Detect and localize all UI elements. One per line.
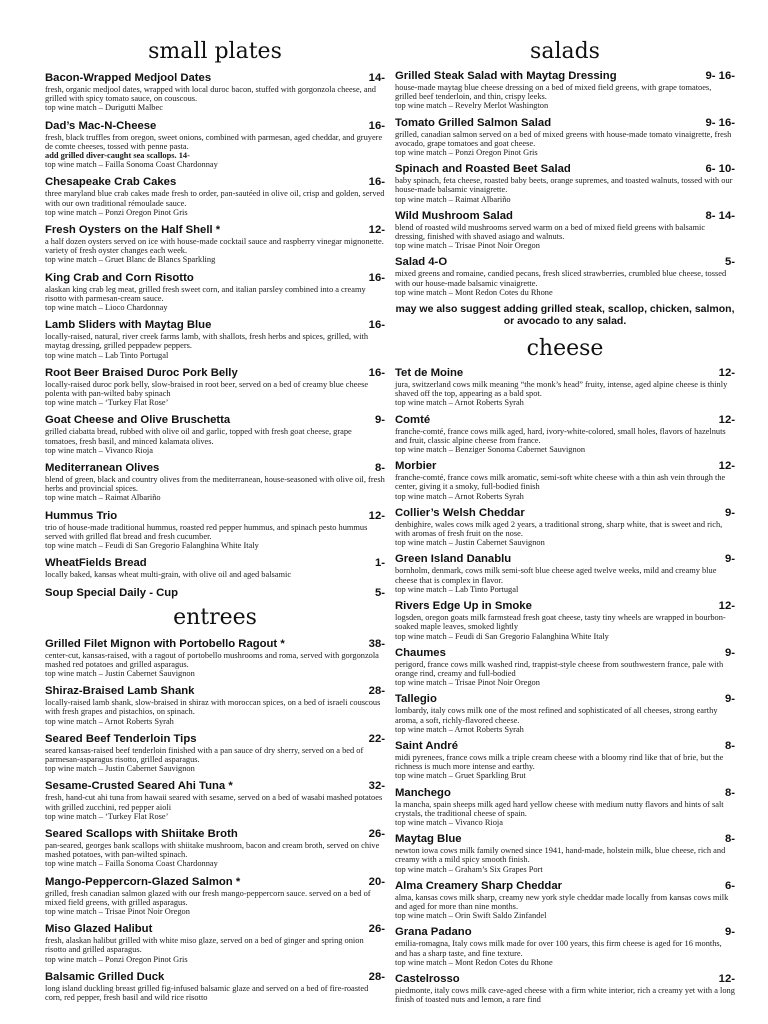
menu-item-wine-match: top wine match – Vivanco Rioja	[45, 445, 153, 455]
menu-item-header	[45, 923, 385, 936]
menu-item-name: Seared Scallops with Shiitake Broth	[45, 827, 238, 840]
menu-item-wine-match: top wine match – Arnot Roberts Syrah	[395, 398, 524, 408]
menu-item	[395, 693, 735, 734]
menu-item-price: 9- 16-	[705, 116, 735, 129]
menu-item-wine-match: top wine match – Raimat Albariño	[45, 493, 161, 503]
menu-item	[395, 367, 735, 408]
menu-item	[395, 414, 735, 455]
menu-item-description: house-made maytag blue cheese dressing on a bed of mixed field greens, with grape tomatoes, grilled beef tenderloin, and thin, crispy leeks.	[395, 83, 712, 102]
menu-item-description: locally-raised, natural, river creek farms lamb, with shallots, fresh herbs and spices, grilled, with maytag dressing, grilled peppadew peppers.	[45, 332, 369, 351]
menu-item	[45, 685, 385, 726]
menu-item	[45, 557, 385, 579]
menu-item-name: Tet de Moine	[395, 367, 464, 380]
salads-list	[395, 70, 735, 297]
menu-item-wine-match: top wine match – Mont Redon Cotes du Rhone	[395, 287, 553, 297]
menu-item-price: 6-	[724, 879, 735, 892]
menu-item-addon: add grilled diver-caught sea scallops. 14-	[45, 151, 190, 161]
menu-item	[395, 163, 735, 204]
menu-item-wine-match: top wine match – Arnot Roberts Syrah	[395, 491, 524, 501]
menu-item-price: 8-	[724, 833, 735, 846]
menu-item-description: alaskan king crab leg meat, grilled fresh sweet corn, and italian parsley combined into a creamy risotto with parmesan-cream sauce.	[45, 284, 366, 303]
menu-item-name: WheatFields Bread	[45, 557, 147, 570]
menu-item-description: blend of green, black and country olives from the mediterranean, house-seasoned with olive oil, fresh herbs and provincial spices.	[45, 475, 385, 494]
menu-item-name: Comté	[395, 413, 431, 426]
menu-item	[395, 973, 735, 1004]
menu-item	[45, 638, 385, 679]
menu-item-price: 32-	[368, 780, 385, 793]
menu-item-header	[395, 367, 735, 380]
menu-item-header	[395, 210, 735, 223]
menu-item-price: 6- 10-	[705, 163, 735, 176]
menu-item-header	[45, 224, 385, 237]
menu-item	[395, 507, 735, 548]
menu-item-wine-match: top wine match – Arnot Roberts Syrah	[395, 724, 524, 734]
menu-item-description: pan-seared, georges bank scallops with shiitake mushroom, bacon and cream broth, served on chive mashed potatoes, with pan-wilted spinach.	[45, 840, 380, 860]
menu-item-price: 9-	[724, 693, 735, 706]
menu-item-name: Root Beer Braised Duroc Pork Belly	[45, 366, 238, 379]
menu-item-wine-match: top wine match – Feudi di San Gregorio Falanghina White Italy	[45, 541, 259, 551]
menu-item-wine-match: top wine match – Benziger Sonoma Cabernet Sauvignon	[395, 445, 586, 455]
menu-item-wine-match: top wine match – Gruet Sparkling Brut	[395, 771, 526, 781]
menu-item-price: 9-	[724, 553, 735, 566]
menu-item-name: Goat Cheese and Olive Bruschetta	[45, 414, 231, 427]
menu-item-header	[395, 70, 735, 83]
menu-item-wine-match: top wine match – Gruet Blanc de Blancs Sparkling	[45, 255, 216, 265]
menu-item-description: a half dozen oysters served on ice with house-made cocktail sauce and raspberry vinegar mignonette. variety of fresh oyster changes each week.	[45, 237, 384, 256]
menu-item-wine-match: top wine match – Feudi di San Gregorio Falanghina White Italy	[395, 631, 609, 641]
menu-item-header	[45, 319, 385, 332]
section-title-small-plates: small plates	[148, 39, 282, 64]
menu-item-name: Dad’s Mac-N-Cheese	[45, 119, 157, 132]
menu-item-price: 16-	[368, 366, 385, 379]
menu-item-price: 9-	[724, 926, 735, 939]
small-plates-list	[45, 72, 385, 600]
menu-item-price: 16-	[368, 319, 385, 332]
menu-item	[45, 462, 385, 503]
menu-item-price: 12-	[718, 460, 735, 473]
menu-item-description: newton iowa cows milk family owned since 1941, hand-made, holstein milk, blue cheese, rich and creamy with a mild spicy smooth finish.	[395, 846, 726, 865]
menu-item-name: Morbier	[395, 460, 437, 473]
menu-item-name: Grilled Filet Mignon with Portobello Ragout *	[45, 637, 285, 650]
menu-item-name: Mediterranean Olives	[45, 462, 160, 475]
menu-item-description: la mancha, spain sheeps milk aged hard yellow cheese with medium nutty flavors and hints of salt crystals, the traditional cheese of spain.	[395, 799, 724, 818]
menu-item-price: 9-	[374, 414, 385, 427]
menu-item-header	[45, 685, 385, 698]
menu-item-description: baby spinach, feta cheese, roasted baby beets, orange supremes, and toasted walnuts, tossed with our house-made balsamic vinaigrette.	[395, 176, 733, 195]
menu-item-description: jura, switzerland cows milk meaning “the monk’s head” fruity, intense, aged alpine cheese is thinly shaved off the top, appearing as a bald spot.	[395, 380, 728, 399]
menu-item	[395, 647, 735, 688]
menu-item-description: franche-comté, france cows milk aged, hard, ivory-white-colored, small holes, flavors of hazelnuts and fruit, classic alpine cheese from france.	[395, 426, 726, 445]
menu-item-header	[45, 510, 385, 523]
menu-item	[45, 367, 385, 408]
menu-item	[45, 120, 385, 170]
menu-item-name: Balsamic Grilled Duck	[45, 970, 165, 983]
right-column	[395, 38, 735, 1004]
menu-item-header	[395, 553, 735, 566]
menu-item	[45, 319, 385, 360]
menu-item	[395, 117, 735, 158]
menu-item-price: 5-	[374, 586, 385, 599]
menu-item-price: 28-	[368, 970, 385, 983]
menu-item-description: piedmonte, italy cows milk cave-aged cheese with a firm white interior, rich a creamy yet with a long finish of toasted nuts and lemon, a rare find	[395, 985, 735, 1005]
menu-item-wine-match: top wine match – Mont Redon Cotes du Rhone	[395, 957, 553, 967]
left-column	[45, 38, 385, 1002]
menu-item-price: 20-	[368, 875, 385, 888]
menu-item-description: perigord, france cows milk washed rind, trappist-style cheese from southwestern france, pale with orange rind, creamy and full-bodied	[395, 659, 724, 678]
menu-item-description: mixed greens and romaine, candied pecans, fresh sliced strawberries, crumbled blue cheese, tossed with our house-made balsamic vinaigrette.	[395, 269, 727, 288]
menu-item	[45, 587, 385, 600]
menu-item-wine-match: top wine match – Failla Sonoma Coast Chardonnay	[45, 160, 218, 170]
menu-item-description: locally-raised duroc pork belly, slow-braised in root beer, served on a bed of creamy blue cheese polenta with pan-wilted baby spinach	[45, 379, 369, 399]
menu-item-wine-match: top wine match – Revelry Merlot Washington	[395, 101, 549, 111]
menu-item-wine-match: top wine match – ‘Turkey Flat Rose’	[45, 398, 169, 408]
menu-item-header	[395, 414, 735, 427]
menu-item-name: Sesame-Crusted Seared Ahi Tuna *	[45, 780, 233, 793]
menu-item	[45, 414, 385, 455]
menu-item-header	[45, 733, 385, 746]
menu-item-header	[45, 876, 385, 889]
entrees-list	[45, 638, 385, 1003]
menu-item-description: franche-comté, france cows milk aromatic, semi-soft white cheese with a thin ash vein through the center, giving it a smoky, full-bodied finish	[395, 473, 726, 492]
menu-item-description: seared kansas-raised beef tenderloin finished with a pan sauce of dry sherry, served on a bed of parmesan-asparagus risotto, grilled asparagus.	[45, 745, 364, 764]
menu-item-price: 14-	[368, 72, 385, 84]
menu-item-wine-match: top wine match – Graham’s Six Grapes Port	[395, 864, 543, 874]
menu-item-price: 8- 14-	[705, 209, 735, 222]
menu-item-name: Fresh Oysters on the Half Shell *	[45, 224, 221, 237]
menu-item-description: long island duckling breast grilled fig-infused balsamic glaze and served on a bed of fire-roasted corn, red pepper, fresh basil and wild rice risotto	[45, 983, 369, 1002]
section-title-cheese: cheese	[526, 336, 604, 362]
menu-item-price: 9- 16-	[705, 70, 735, 82]
menu-item-price: 16-	[368, 176, 385, 189]
menu-item-header	[395, 787, 735, 800]
menu-item-name: Tallegio	[395, 693, 437, 706]
menu-item-price: 22-	[368, 732, 385, 745]
menu-item-header	[45, 414, 385, 427]
menu-item-name: Shiraz-Braised Lamb Shank	[45, 685, 195, 698]
menu-item-description: three maryland blue crab cakes made fresh to order, pan-sautéed in olive oil, crisp and golden, served with our own traditional rémoulade sauce.	[45, 189, 385, 208]
salad-addon-note: may we also suggest adding grilled steak, scallop, chicken, salmon, or avocado to any salad.	[395, 303, 735, 328]
menu-item-header	[45, 367, 385, 380]
menu-item-header	[395, 460, 735, 473]
menu-item-description: locally baked, kansas wheat multi-grain, with olive oil and aged balsamic	[45, 570, 292, 580]
menu-item-description: midi pyrenees, france cows milk a triple cream cheese with a bloomy rind like that of brie, but the richness is much more intense and earthy.	[395, 752, 724, 772]
menu-item-description: grilled, fresh canadian salmon glazed with our fresh mango-peppercorn sauce. served on a bed of mixed field greens, with grilled asparagus.	[45, 888, 371, 907]
menu-item-wine-match: top wine match – Trisae Pinot Noir Oregon	[45, 906, 190, 916]
menu-item-wine-match: top wine match – Lab Tinto Portugal	[395, 584, 519, 594]
menu-item-name: Maytag Blue	[395, 833, 462, 846]
section-title-salads: salads	[530, 39, 600, 64]
menu-item-wine-match: top wine match – Justin Cabernet Sauvignon	[45, 764, 195, 774]
menu-item-header	[45, 120, 385, 133]
menu-item-wine-match: top wine match – Failla Sonoma Coast Chardonnay	[45, 859, 218, 869]
menu-item-header	[395, 693, 735, 706]
menu-item	[45, 828, 385, 869]
menu-item-header	[395, 973, 735, 986]
menu-item-wine-match: top wine match – Lioco Chardonnay	[45, 303, 168, 313]
menu-item	[45, 780, 385, 821]
menu-item-name: Bacon-Wrapped Medjool Dates	[45, 72, 212, 84]
menu-item-price: 12-	[368, 224, 385, 237]
menu-item-wine-match: top wine match – Justin Cabernet Sauvignon	[395, 538, 545, 548]
menu-item-description: bornholm, denmark, cows milk semi-soft blue cheese aged twelve weeks, mild and creamy blue cheese that is complex in flavor.	[395, 566, 717, 585]
menu-item-name: Chesapeake Crab Cakes	[45, 176, 177, 189]
menu-item	[45, 272, 385, 313]
menu-item	[395, 70, 735, 111]
menu-item-header	[395, 647, 735, 660]
menu-item-name: Salad 4-O	[395, 256, 448, 269]
menu-item-name: Saint André	[395, 739, 458, 752]
menu-item-wine-match: top wine match – Ponzi Oregon Pinot Gris	[45, 207, 188, 217]
menu-item-name: Spinach and Roasted Beet Salad	[395, 163, 571, 176]
menu-item	[45, 923, 385, 964]
menu-item-header	[395, 740, 735, 753]
menu-item-price: 9-	[724, 506, 735, 519]
menu-item-header	[395, 600, 735, 613]
menu-item-wine-match: top wine match – Ponzi Oregon Pinot Gris	[45, 954, 188, 964]
menu-item	[395, 210, 735, 251]
menu-item-name: Grana Padano	[395, 926, 472, 939]
menu-item-name: King Crab and Corn Risotto	[45, 271, 194, 284]
menu-item	[45, 72, 385, 113]
menu-item-name: Collier’s Welsh Cheddar	[395, 506, 525, 519]
menu-item-price: 9-	[724, 646, 735, 659]
menu-item-description: logsden, oregon goats milk farmstead fresh goat cheese, tasty tiny wheels are wrapped in bourbon-soaked maple leaves, smoked lightly	[395, 613, 726, 632]
menu-item-name: Manchego	[395, 786, 451, 799]
menu-item-header	[395, 880, 735, 893]
menu-item-name: Grilled Steak Salad with Maytag Dressing	[395, 70, 617, 82]
menu-item-header	[45, 828, 385, 841]
menu-item-header	[45, 971, 385, 984]
menu-item-price: 5-	[724, 256, 735, 269]
menu-item-name: Lamb Sliders with Maytag Blue	[45, 319, 212, 332]
menu-item-name: Chaumes	[395, 646, 446, 659]
menu-item-description: fresh, black truffles from oregon, sweet onions, combined with parmesan, aged cheddar, and gruyere de comte cheeses, tossed with penne pasta.	[45, 132, 383, 151]
menu-item-wine-match: top wine match – Vivanco Rioja	[395, 817, 503, 827]
menu-item	[45, 876, 385, 917]
menu-item	[395, 256, 735, 297]
menu-item-price: 26-	[368, 827, 385, 840]
menu-item-price: 16-	[368, 271, 385, 284]
menu-item-description: emilia-romagna, Italy cows milk made for over 100 years, this firm cheese is aged for 16 months, and has a sharp taste, and fine texture.	[395, 939, 722, 958]
menu-item	[45, 733, 385, 774]
cheese-list	[395, 367, 735, 1004]
menu-item-wine-match: top wine match – Arnot Roberts Syrah	[45, 716, 174, 726]
menu-item-header	[45, 638, 385, 651]
menu-item-description: lombardy, italy cows milk one of the most refined and sophisticated of all cheeses, strong earthy aroma, a soft, richly-flavored cheese.	[395, 706, 718, 725]
menu-item-header	[395, 117, 735, 130]
menu-item-wine-match: top wine match – Lab Tinto Portugal	[45, 350, 169, 360]
menu-item-price: 8-	[374, 462, 385, 475]
menu-item-wine-match: top wine match – Orin Swift Saldo Zinfandel	[395, 911, 547, 921]
menu-item-description: fresh, alaskan halibut grilled with white miso glaze, served on a bed of ginger and spring onion risotto and grilled asparagus.	[45, 936, 364, 955]
menu-item-name: Rivers Edge Up in Smoke	[395, 600, 532, 613]
menu-item-description: center-cut, kansas-raised, with a ragout of portobello mushrooms and roma, served with gorgonzola mashed red potatoes and grilled asparagus.	[45, 650, 379, 669]
menu-item-wine-match: top wine match – ‘Turkey Flat Rose’	[45, 811, 169, 821]
menu-item-price: 12-	[718, 367, 735, 380]
menu-item	[395, 600, 735, 641]
menu-item-name: Castelrosso	[395, 972, 460, 985]
menu-item-wine-match: top wine match – Raimat Albariño	[395, 194, 511, 204]
menu-item-header	[45, 72, 385, 85]
menu-item-price: 28-	[368, 685, 385, 698]
menu-item	[395, 926, 735, 967]
menu-item-description: fresh, hand-cut ahi tuna from hawaii seared with sesame, served on a bed of wasabi mashed potatoes with grilled zucchini, red pepper aioli	[45, 793, 383, 812]
menu-item-price: 1-	[374, 557, 385, 570]
menu-item-name: Mango-Peppercorn-Glazed Salmon *	[45, 875, 241, 888]
menu-item-header	[395, 833, 735, 846]
menu-item-name: Miso Glazed Halibut	[45, 923, 153, 936]
menu-item-price: 12-	[718, 972, 735, 985]
menu-item-price: 8-	[724, 739, 735, 752]
menu-item-name: Wild Mushroom Salad	[395, 209, 513, 222]
menu-item-name: Seared Beef Tenderloin Tips	[45, 732, 197, 745]
menu-item-price: 38-	[368, 637, 385, 650]
menu-item-description: trio of house-made traditional hummus, roasted red pepper hummus, and spinach pesto hummus served with grilled flat bread and fresh cucumber.	[45, 522, 368, 541]
menu-item-description: locally-raised lamb shank, slow-braised in shiraz with moroccan spices, on a bed of israeli couscous with fresh grapes and pistachios, on spinach.	[45, 698, 381, 717]
menu-item-name: Green Island Danablu	[395, 553, 512, 566]
menu-item-header	[395, 926, 735, 939]
menu-item-header	[45, 557, 385, 570]
menu-item-name: Soup Special Daily - Cup	[45, 586, 179, 599]
menu-item-wine-match: top wine match – Trisae Pinot Noir Oregon	[395, 678, 540, 688]
menu-item-description: denbighire, wales cows milk aged 2 years, a traditional strong, sharp white, that is sweet and rich, with aromas of fresh fruit on the nose.	[395, 519, 723, 539]
menu-item-header	[45, 780, 385, 793]
menu-item	[45, 971, 385, 1002]
menu-item-header	[45, 462, 385, 475]
menu-item	[395, 553, 735, 594]
menu-item-header	[45, 587, 385, 600]
menu-item	[395, 880, 735, 921]
menu-item-price: 12-	[718, 413, 735, 426]
section-title-entrees: entrees	[173, 604, 257, 630]
menu-item	[395, 460, 735, 501]
menu-item-header	[45, 176, 385, 189]
menu-item-name: Alma Creamery Sharp Cheddar	[395, 879, 563, 892]
menu-item-description: fresh, organic medjool dates, wrapped with local duroc bacon, stuffed with gorgonzola cheese, and grilled with spicy tomato sauce, on couscous.	[45, 85, 376, 104]
menu-item	[45, 510, 385, 551]
menu-item-wine-match: top wine match – Justin Cabernet Sauvignon	[45, 668, 195, 678]
menu-item-name: Hummus Trio	[45, 509, 118, 522]
menu-item-description: alma, kansas cows milk sharp, creamy new york style cheddar made locally from kansas cows milk and aged for more than nine months.	[395, 892, 729, 911]
menu-item-price: 12-	[368, 509, 385, 522]
menu-item-wine-match: top wine match – Trisae Pinot Noir Oregon	[395, 241, 540, 251]
menu-item	[395, 787, 735, 828]
menu-item-price: 12-	[718, 600, 735, 613]
menu-item-description: grilled ciabatta bread, rubbed with olive oil and garlic, topped with fresh goat cheese, grape tomatoes, fresh basil, and minced kalamata olives.	[45, 427, 352, 446]
menu-item-wine-match: top wine match – Ponzi Oregon Pinot Gris	[395, 148, 538, 158]
menu-item-description: blend of roasted wild mushrooms served warm on a bed of mixed field greens with balsamic dressing, finished with shaved asiago and walnuts.	[395, 222, 706, 242]
menu-item-header	[395, 163, 735, 176]
menu-item-header	[395, 256, 735, 269]
menu-item-price: 26-	[368, 923, 385, 936]
menu-item-wine-match: top wine match – Durigutti Malbec	[45, 103, 163, 113]
menu-item-price: 16-	[368, 119, 385, 132]
menu-item-header	[395, 507, 735, 520]
menu-item	[395, 740, 735, 781]
menu-item-price: 8-	[724, 786, 735, 799]
menu-item-header	[45, 272, 385, 285]
menu-item	[45, 176, 385, 217]
menu-item-description: grilled, canadian salmon served on a bed of mixed greens with house-made tomato vinaigrette, fresh avocado, grape tomatoes and goat cheese.	[395, 129, 732, 148]
menu-item-name: Tomato Grilled Salmon Salad	[395, 116, 552, 129]
menu-item	[395, 833, 735, 874]
menu-item	[45, 224, 385, 265]
